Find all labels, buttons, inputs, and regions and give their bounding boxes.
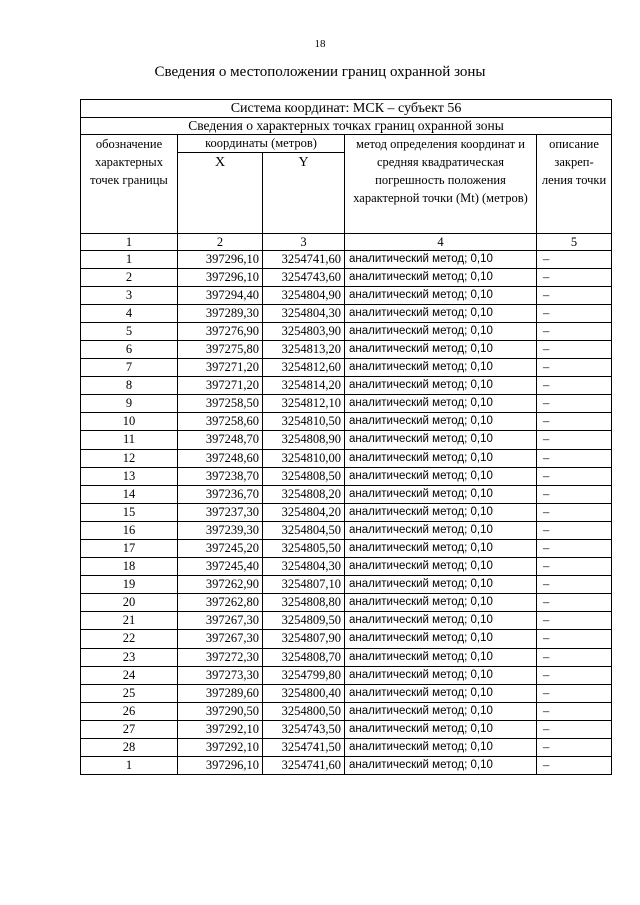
- fixing-description: –: [537, 576, 612, 594]
- point-number: 10: [81, 413, 178, 431]
- fixing-description: –: [537, 666, 612, 684]
- col-index-3: 3: [263, 233, 345, 250]
- fixing-description: –: [537, 395, 612, 413]
- coord-y: 3254743,50: [263, 720, 345, 738]
- coord-y: 3254804,50: [263, 521, 345, 539]
- method-cell: аналитический метод; 0,10: [345, 395, 537, 413]
- point-number: 27: [81, 720, 178, 738]
- header-point: обозначение характерных точек границы: [81, 135, 178, 234]
- point-number: 3: [81, 286, 178, 304]
- coord-y: 3254808,90: [263, 431, 345, 449]
- method-cell: аналитический метод; 0,10: [345, 521, 537, 539]
- coord-y: 3254799,80: [263, 666, 345, 684]
- method-cell: аналитический метод; 0,10: [345, 594, 537, 612]
- coord-x: 397289,60: [178, 684, 263, 702]
- fixing-description: –: [537, 467, 612, 485]
- table-row: [81, 666, 612, 684]
- column-index-row: [81, 233, 612, 250]
- coord-x: 397276,90: [178, 322, 263, 340]
- table-row: [81, 359, 612, 377]
- method-cell: аналитический метод; 0,10: [345, 540, 537, 558]
- point-number: 12: [81, 449, 178, 467]
- table-row: [81, 594, 612, 612]
- method-cell: аналитический метод; 0,10: [345, 666, 537, 684]
- table-row: [81, 395, 612, 413]
- fixing-description: –: [537, 540, 612, 558]
- table-row: [81, 268, 612, 286]
- coord-x: 397290,50: [178, 702, 263, 720]
- coord-x: 397267,30: [178, 630, 263, 648]
- point-number: 11: [81, 431, 178, 449]
- coord-y: 3254810,50: [263, 413, 345, 431]
- table-row: [81, 449, 612, 467]
- point-number: 25: [81, 684, 178, 702]
- coord-x: 397262,90: [178, 576, 263, 594]
- header-desc: описание закреп-ления точки: [537, 135, 612, 234]
- coord-y: 3254807,10: [263, 576, 345, 594]
- table-row: [81, 250, 612, 268]
- point-number: 24: [81, 666, 178, 684]
- coord-x: 397245,40: [178, 558, 263, 576]
- table-row: [81, 739, 612, 757]
- coord-x: 397245,20: [178, 540, 263, 558]
- method-cell: аналитический метод; 0,10: [345, 576, 537, 594]
- fixing-description: –: [537, 322, 612, 340]
- fixing-description: –: [537, 250, 612, 268]
- table-row: [81, 757, 612, 775]
- coord-y: 3254741,60: [263, 757, 345, 775]
- table-row: [81, 558, 612, 576]
- point-number: 2: [81, 268, 178, 286]
- table-row: [81, 503, 612, 521]
- coord-y: 3254808,50: [263, 467, 345, 485]
- coord-x: 397238,70: [178, 467, 263, 485]
- coord-y: 3254803,90: [263, 322, 345, 340]
- table-row: [81, 648, 612, 666]
- coord-y: 3254808,20: [263, 485, 345, 503]
- point-number: 20: [81, 594, 178, 612]
- method-cell: аналитический метод; 0,10: [345, 684, 537, 702]
- coord-y: 3254804,30: [263, 558, 345, 576]
- coord-y: 3254804,90: [263, 286, 345, 304]
- col-index-5: 5: [537, 233, 612, 250]
- fixing-description: –: [537, 340, 612, 358]
- coord-x: 397271,20: [178, 359, 263, 377]
- fixing-description: –: [537, 594, 612, 612]
- coord-x: 397292,10: [178, 720, 263, 738]
- coord-y: 3254814,20: [263, 377, 345, 395]
- point-number: 4: [81, 304, 178, 322]
- coord-y: 3254804,30: [263, 304, 345, 322]
- point-number: 6: [81, 340, 178, 358]
- coord-y: 3254800,50: [263, 702, 345, 720]
- method-cell: аналитический метод; 0,10: [345, 377, 537, 395]
- table-row: [81, 612, 612, 630]
- method-cell: аналитический метод; 0,10: [345, 322, 537, 340]
- table-row: [81, 576, 612, 594]
- fixing-description: –: [537, 521, 612, 539]
- point-number: 9: [81, 395, 178, 413]
- fixing-description: –: [537, 757, 612, 775]
- table-subtitle: Сведения о характерных точках границ охранной зоны: [81, 118, 612, 135]
- coord-x: 397296,10: [178, 250, 263, 268]
- coord-y: 3254810,00: [263, 449, 345, 467]
- method-cell: аналитический метод; 0,10: [345, 304, 537, 322]
- table-row: [81, 467, 612, 485]
- method-cell: аналитический метод; 0,10: [345, 720, 537, 738]
- coord-x: 397258,60: [178, 413, 263, 431]
- fixing-description: –: [537, 377, 612, 395]
- coord-x: 397262,80: [178, 594, 263, 612]
- coord-x: 397267,30: [178, 612, 263, 630]
- coordinate-system-row: [81, 100, 612, 118]
- coord-y: 3254812,60: [263, 359, 345, 377]
- method-cell: аналитический метод; 0,10: [345, 431, 537, 449]
- point-number: 8: [81, 377, 178, 395]
- col-index-2: 2: [178, 233, 263, 250]
- method-cell: аналитический метод; 0,10: [345, 757, 537, 775]
- table-row: [81, 485, 612, 503]
- document-title: Сведения о местоположении границ охранной зоны: [154, 64, 486, 80]
- coord-x: 397294,40: [178, 286, 263, 304]
- table-row: [81, 630, 612, 648]
- point-number: 15: [81, 503, 178, 521]
- method-cell: аналитический метод; 0,10: [345, 359, 537, 377]
- fixing-description: –: [537, 286, 612, 304]
- coord-y: 3254813,20: [263, 340, 345, 358]
- header-x: X: [178, 152, 263, 233]
- point-number: 18: [81, 558, 178, 576]
- point-number: 19: [81, 576, 178, 594]
- method-cell: аналитический метод; 0,10: [345, 630, 537, 648]
- coord-y: 3254741,60: [263, 250, 345, 268]
- coord-x: 397271,20: [178, 377, 263, 395]
- fixing-description: –: [537, 304, 612, 322]
- fixing-description: –: [537, 612, 612, 630]
- point-number: 26: [81, 702, 178, 720]
- fixing-description: –: [537, 485, 612, 503]
- point-number: 13: [81, 467, 178, 485]
- method-cell: аналитический метод; 0,10: [345, 250, 537, 268]
- table-row: [81, 413, 612, 431]
- method-cell: аналитический метод; 0,10: [345, 503, 537, 521]
- header-row: [81, 135, 612, 153]
- coord-x: 397296,10: [178, 268, 263, 286]
- coord-y: 3254741,50: [263, 739, 345, 757]
- coordinate-system: Система координат: МСК – субъект 56: [81, 100, 612, 118]
- table-row: [81, 431, 612, 449]
- coord-x: 397275,80: [178, 340, 263, 358]
- point-number: 5: [81, 322, 178, 340]
- coord-x: 397237,30: [178, 503, 263, 521]
- table-row: [81, 340, 612, 358]
- coord-x: 397248,60: [178, 449, 263, 467]
- table-row: [81, 702, 612, 720]
- method-cell: аналитический метод; 0,10: [345, 286, 537, 304]
- point-number: 7: [81, 359, 178, 377]
- coord-y: 3254808,70: [263, 648, 345, 666]
- fixing-description: –: [537, 268, 612, 286]
- col-index-1: 1: [81, 233, 178, 250]
- table-subtitle-row: [81, 118, 612, 135]
- header-method: метод определения координат и средняя квадратическая погрешность положения характерной точки (Mt) (метров): [345, 135, 537, 234]
- coord-x: 397292,10: [178, 739, 263, 757]
- coord-x: 397236,70: [178, 485, 263, 503]
- point-number: 17: [81, 540, 178, 558]
- point-number: 28: [81, 739, 178, 757]
- coord-x: 397272,30: [178, 648, 263, 666]
- table-row: [81, 286, 612, 304]
- fixing-description: –: [537, 648, 612, 666]
- coord-y: 3254807,90: [263, 630, 345, 648]
- coord-y: 3254800,40: [263, 684, 345, 702]
- point-number: 1: [81, 250, 178, 268]
- fixing-description: –: [537, 503, 612, 521]
- page-number: 18: [314, 38, 326, 50]
- point-number: 22: [81, 630, 178, 648]
- point-number: 23: [81, 648, 178, 666]
- coord-x: 397296,10: [178, 757, 263, 775]
- point-number: 1: [81, 757, 178, 775]
- table-row: [81, 521, 612, 539]
- table-row: [81, 304, 612, 322]
- method-cell: аналитический метод; 0,10: [345, 612, 537, 630]
- coord-x: 397273,30: [178, 666, 263, 684]
- table-row: [81, 540, 612, 558]
- coord-x: 397289,30: [178, 304, 263, 322]
- point-number: 21: [81, 612, 178, 630]
- fixing-description: –: [537, 720, 612, 738]
- table-row: [81, 322, 612, 340]
- table-row: [81, 377, 612, 395]
- point-number: 16: [81, 521, 178, 539]
- coord-y: 3254804,20: [263, 503, 345, 521]
- fixing-description: –: [537, 431, 612, 449]
- method-cell: аналитический метод; 0,10: [345, 558, 537, 576]
- fixing-description: –: [537, 630, 612, 648]
- coord-x: 397248,70: [178, 431, 263, 449]
- coord-y: 3254743,60: [263, 268, 345, 286]
- method-cell: аналитический метод; 0,10: [345, 413, 537, 431]
- method-cell: аналитический метод; 0,10: [345, 449, 537, 467]
- method-cell: аналитический метод; 0,10: [345, 739, 537, 757]
- point-number: 14: [81, 485, 178, 503]
- coord-y: 3254808,80: [263, 594, 345, 612]
- method-cell: аналитический метод; 0,10: [345, 268, 537, 286]
- header-y: Y: [263, 152, 345, 233]
- coord-y: 3254809,50: [263, 612, 345, 630]
- method-cell: аналитический метод; 0,10: [345, 702, 537, 720]
- method-cell: аналитический метод; 0,10: [345, 467, 537, 485]
- fixing-description: –: [537, 449, 612, 467]
- header-coords: координаты (метров): [178, 135, 345, 153]
- coord-y: 3254805,50: [263, 540, 345, 558]
- fixing-description: –: [537, 684, 612, 702]
- coord-x: 397258,50: [178, 395, 263, 413]
- method-cell: аналитический метод; 0,10: [345, 648, 537, 666]
- coord-y: 3254812,10: [263, 395, 345, 413]
- table-row: [81, 720, 612, 738]
- col-index-4: 4: [345, 233, 537, 250]
- coord-x: 397239,30: [178, 521, 263, 539]
- boundary-points-table: [80, 99, 612, 775]
- method-cell: аналитический метод; 0,10: [345, 340, 537, 358]
- fixing-description: –: [537, 739, 612, 757]
- table-row: [81, 684, 612, 702]
- fixing-description: –: [537, 558, 612, 576]
- method-cell: аналитический метод; 0,10: [345, 485, 537, 503]
- fixing-description: –: [537, 702, 612, 720]
- fixing-description: –: [537, 359, 612, 377]
- fixing-description: –: [537, 413, 612, 431]
